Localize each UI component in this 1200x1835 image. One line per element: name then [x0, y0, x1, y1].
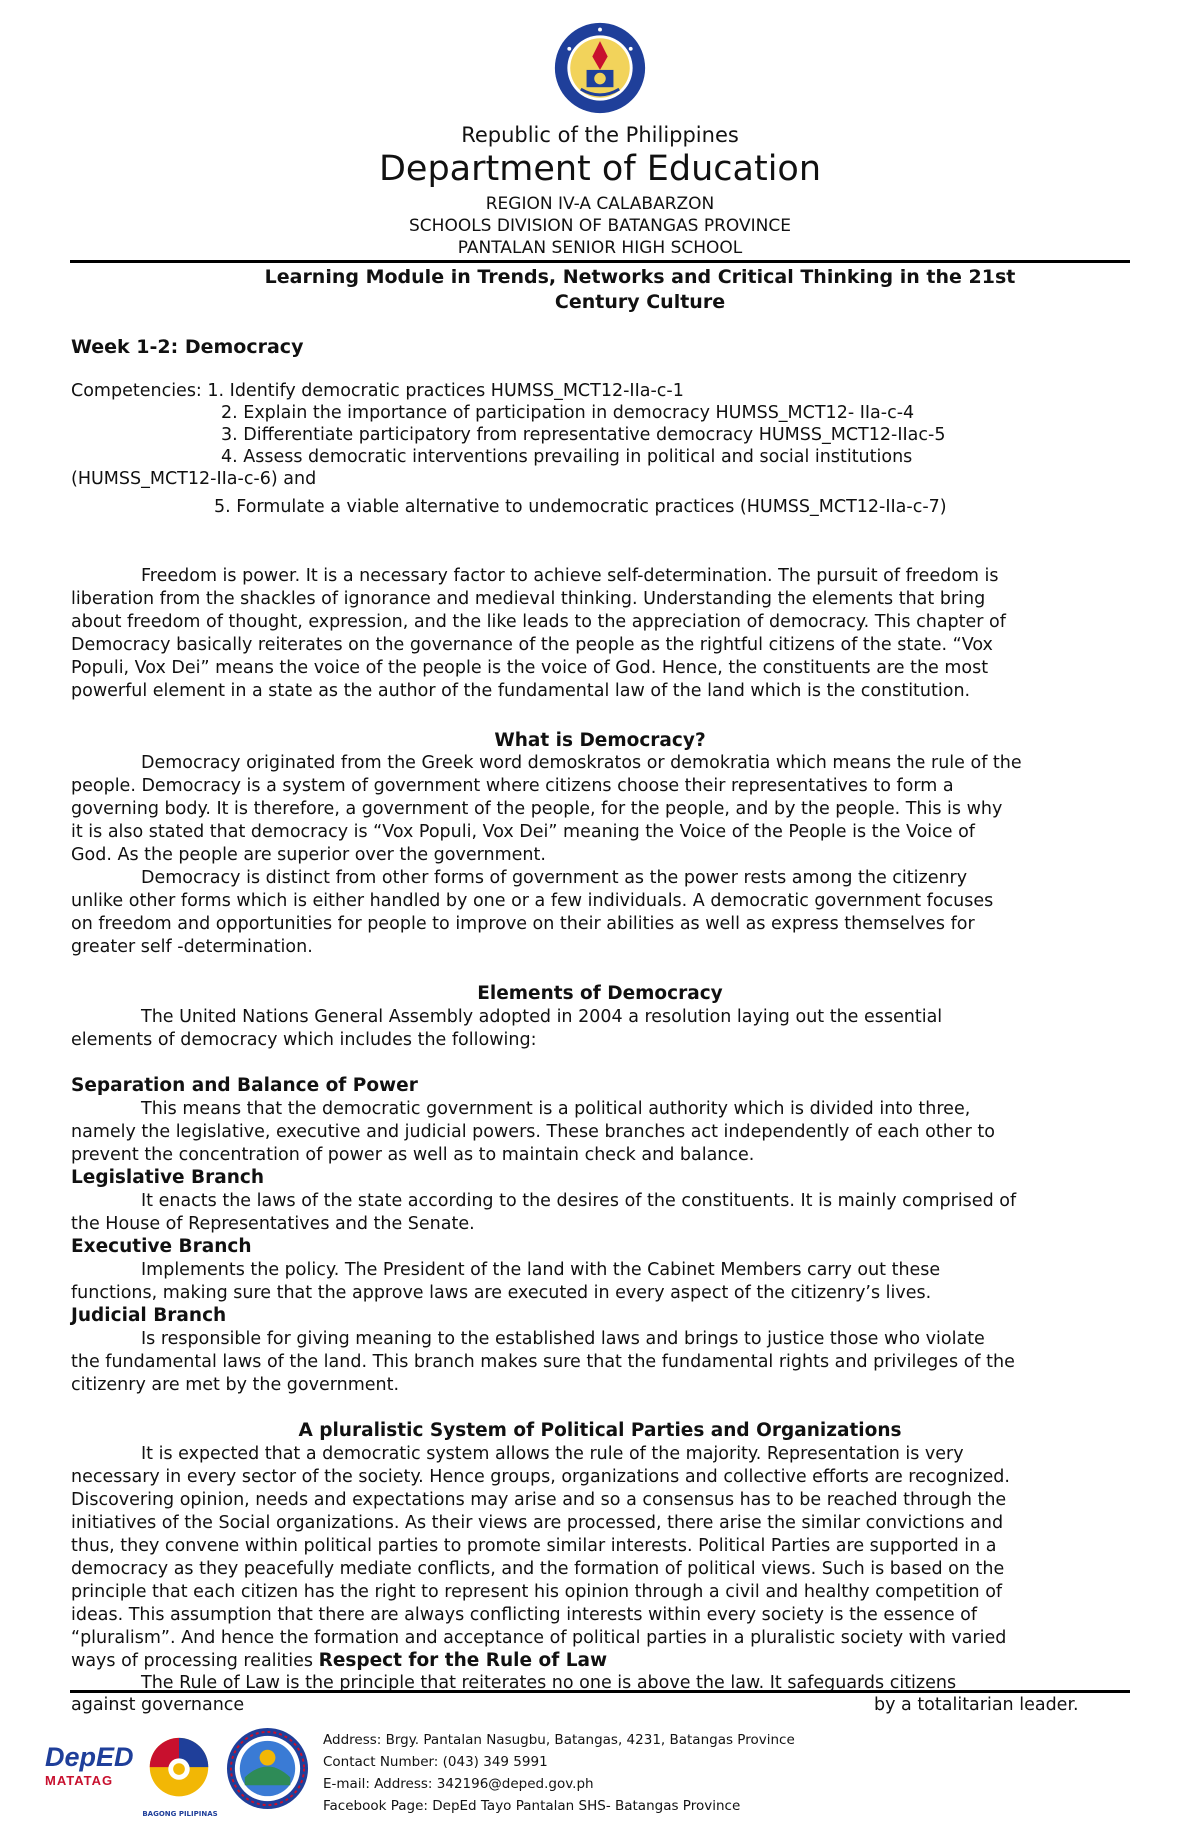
footer-address: Address: Brgy. Pantalan Nasugbu, Batangas, 4231, Batangas Province	[323, 1732, 795, 1748]
competency-4: 4. Assess democratic interventions prevailing in political and social institutions	[221, 447, 913, 467]
section-heading-what-is-democracy: What is Democracy?	[494, 730, 706, 751]
paragraph-line: This means that the democratic government is a political authority which is divided into three,	[141, 1099, 971, 1119]
section-heading-elements: Elements of Democracy	[477, 983, 723, 1004]
subheading-rule-of-law: Respect for the Rule of Law	[318, 1650, 608, 1671]
paragraph-line: Democracy originated from the Greek word demoskratos or demokratia which means the rule of the	[141, 753, 1022, 773]
competency-4-code: (HUMSS_MCT12-IIa-c-6) and	[71, 469, 317, 489]
paragraph-line: Democracy is distinct from other forms of government as the power rests among the citizenry	[141, 868, 968, 888]
paragraph-line: necessary in every sector of the society. Hence groups, organizations and collective efforts are recognized.	[71, 1467, 1010, 1487]
paragraph-line: functions, making sure that the approve laws are executed in every aspect of the citizenry’s lives.	[71, 1283, 932, 1303]
deped-logo-text: DepED	[45, 1742, 134, 1772]
footer-contact: Contact Number: (043) 349 5991	[323, 1754, 548, 1770]
footer-email[interactable]: E-mail: Address: 342196@deped.gov.ph	[323, 1776, 594, 1792]
paragraph-line: principle that each citizen has the right to represent his opinion through a civil and healthy competition of	[71, 1582, 1003, 1602]
paragraph-text: ways of processing realities	[71, 1651, 319, 1671]
module-title-line-1: Learning Module in Trends, Networks and Critical Thinking in the 21st	[264, 266, 1016, 288]
paragraph-line: thus, they convene within political parties to promote similar interests. Political Parties are supported in a	[71, 1536, 997, 1556]
paragraph-line: citizenry are met by the government.	[71, 1375, 400, 1395]
paragraph-line: It is expected that a democratic system allows the rule of the majority. Representation is very	[141, 1444, 964, 1464]
paragraph-line: unlike other forms which is either handled by one or a few individuals. A democratic government focuses	[71, 891, 994, 911]
paragraph-line: the House of Representatives and the Senate.	[71, 1214, 475, 1234]
division-heading: SCHOOLS DIVISION OF BATANGAS PROVINCE	[409, 216, 791, 236]
paragraph-line	[71, 1650, 607, 1672]
paragraph-line: about freedom of thought, expression, and the like leads to the appreciation of democracy. This chapter of	[71, 612, 1006, 632]
paragraph-line: Democracy basically reiterates on the governance of the people as the rightful citizens of the state. “Vox	[71, 635, 993, 655]
deped-matatag-logo	[45, 1742, 135, 1812]
region-heading: REGION IV-A CALABARZON	[485, 194, 715, 214]
subheading-separation: Separation and Balance of Power	[71, 1075, 418, 1096]
paragraph-line: liberation from the shackles of ignorance and medieval thinking. Understanding the elements that bring	[71, 589, 986, 609]
module-title-line-2: Century Culture	[554, 291, 726, 313]
school-seal-icon	[225, 1726, 310, 1811]
paragraph-line: Freedom is power. It is a necessary factor to achieve self-determination. The pursuit of freedom is	[141, 566, 999, 586]
paragraph-line: Implements the policy. The President of the land with the Cabinet Members carry out these	[141, 1260, 941, 1280]
section-heading-pluralistic: A pluralistic System of Political Parties and Organizations	[298, 1420, 902, 1441]
subheading-executive: Executive Branch	[71, 1236, 252, 1257]
deped-seal-icon	[552, 20, 648, 116]
paragraph-line: people. Democracy is a system of government where citizens choose their representatives to form a	[71, 776, 954, 796]
paragraph-line: Is responsible for giving meaning to the established laws and brings to justice those who violate	[141, 1329, 985, 1349]
competency-5: 5. Formulate a viable alternative to undemocratic practices (HUMSS_MCT12-IIa-c-7)	[214, 497, 947, 517]
competency-1: Competencies: 1. Identify democratic practices HUMSS_MCT12-IIa-c-1	[71, 381, 684, 401]
paragraph-line: greater self -determination.	[71, 937, 313, 957]
paragraph-line: Discovering opinion, needs and expectations may arise and so a consensus has to be reached through the	[71, 1490, 1007, 1510]
paragraph-line: it is also stated that democracy is “Vox Populi, Vox Dei” meaning the Voice of the People is the Voice of	[71, 822, 975, 842]
paragraph-line: elements of democracy which includes the following:	[71, 1030, 537, 1050]
subheading-legislative: Legislative Branch	[71, 1167, 265, 1188]
paragraph-line: by a totalitarian leader.	[874, 1695, 1079, 1715]
footer-facebook[interactable]: Facebook Page: DepEd Tayo Pantalan SHS- Batangas Province	[323, 1798, 741, 1814]
bagong-pilipinas-text: BAGONG PILIPINAS	[142, 1810, 218, 1818]
competency-2: 2. Explain the importance of participation in democracy HUMSS_MCT12- IIa-c-4	[221, 403, 915, 423]
paragraph-line: powerful element in a state as the author of the fundamental law of the land which is the constitution.	[71, 681, 971, 701]
week-title: Week 1-2: Democracy	[71, 336, 304, 358]
header-divider	[70, 260, 1130, 263]
subheading-judicial: Judicial Branch	[71, 1305, 227, 1326]
paragraph-line: The United Nations General Assembly adopted in 2004 a resolution laying out the essential	[141, 1007, 943, 1027]
paragraph-line: governing body. It is therefore, a government of the people, for the people, and by the people. This is why	[71, 799, 1003, 819]
footer-divider	[70, 1690, 1130, 1693]
paragraph-line: The Rule of Law is the principle that reiterates no one is above the law. It safeguards citizens	[141, 1673, 957, 1693]
paragraph-line: Populi, Vox Dei” means the voice of the people is the voice of God. Hence, the constituents are the most	[71, 658, 989, 678]
paragraph-line: initiatives of the Social organizations. As their views are processed, there arise the similar convictions and	[71, 1513, 1004, 1533]
paragraph-line: prevent the concentration of power as well as to maintain check and balance.	[71, 1145, 755, 1165]
paragraph-line: on freedom and opportunities for people to improve on their abilities as well as express themselves for	[71, 914, 975, 934]
paragraph-line: It enacts the laws of the state according to the desires of the constituents. It is mainly comprised of	[141, 1191, 1017, 1211]
bagong-pilipinas-logo-icon	[140, 1732, 218, 1810]
department-heading: Department of Education	[378, 149, 822, 189]
competency-3: 3. Differentiate participatory from representative democracy HUMSS_MCT12-IIac-5	[221, 425, 946, 445]
paragraph-line: democracy as they peacefully mediate conflicts, and the formation of political views. Such is based on the	[71, 1559, 1005, 1579]
matatag-logo-text: MATATAG	[45, 1773, 114, 1788]
paragraph-line: namely the legislative, executive and judicial powers. These branches act independently of each other to	[71, 1122, 995, 1142]
republic-heading: Republic of the Philippines	[461, 123, 739, 147]
paragraph-line: God. As the people are superior over the government.	[71, 845, 546, 865]
school-heading: PANTALAN SENIOR HIGH SCHOOL	[457, 238, 743, 258]
paragraph-line: against governance	[71, 1695, 245, 1715]
paragraph-line: “pluralism”. And hence the formation and acceptance of political parties in a pluralistic society with varied	[71, 1628, 1007, 1648]
paragraph-line: the fundamental laws of the land. This branch makes sure that the fundamental rights and privileges of the	[71, 1352, 1015, 1372]
paragraph-line: ideas. This assumption that there are always conflicting interests within every society is the essence of	[71, 1605, 978, 1625]
